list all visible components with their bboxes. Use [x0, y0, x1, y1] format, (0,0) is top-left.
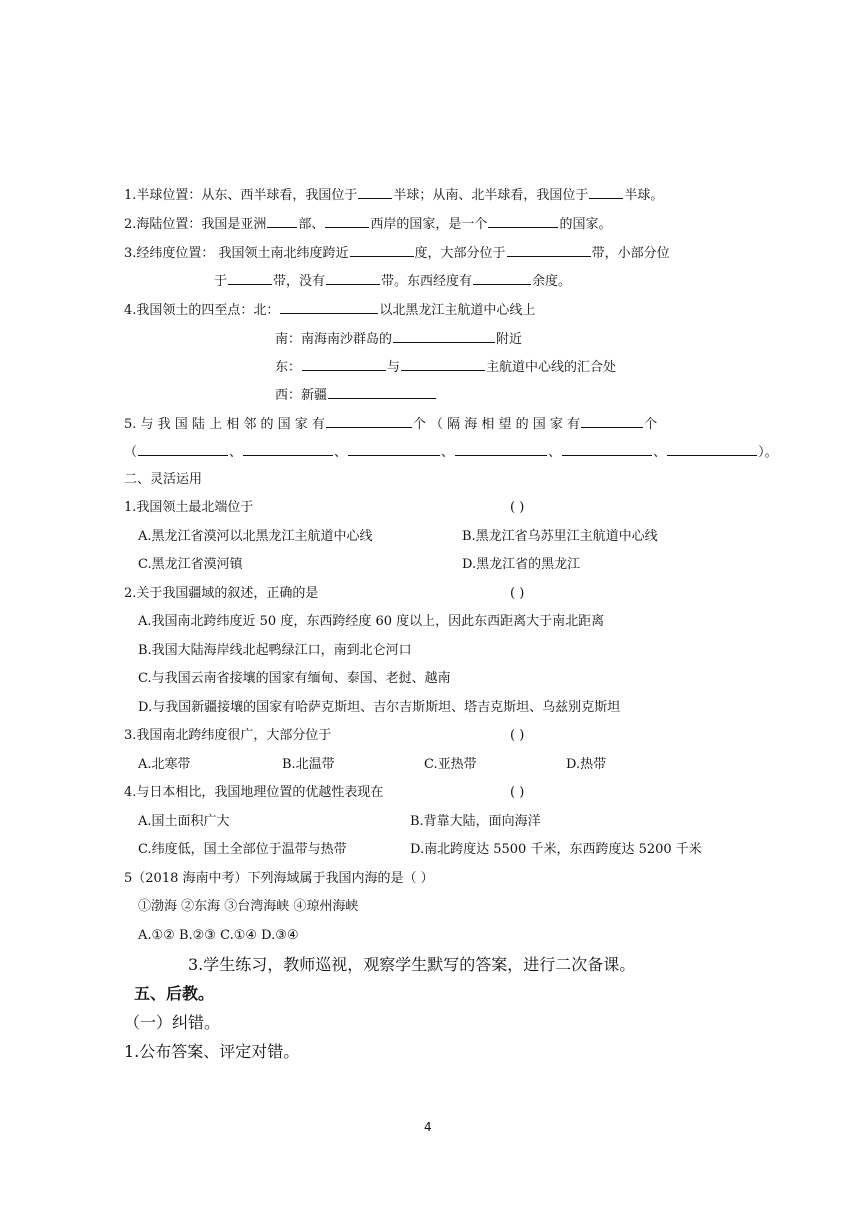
- text: 、: [548, 445, 562, 460]
- blank: [488, 214, 558, 228]
- mc-5-question: 5（2018 海南中考）下列海域属于我国内海的是（ ）: [124, 871, 434, 886]
- blank: [507, 243, 591, 257]
- text: 带，小部分位: [591, 246, 670, 261]
- text: 3.经纬度位置： 我国领土南北纬度跨近: [124, 246, 349, 261]
- text: 西：新疆: [275, 388, 328, 403]
- text: 1.半球位置：从东、西半球看，我国位于: [124, 188, 358, 203]
- blank: [267, 214, 297, 228]
- mc-4-option-d: D.南北跨度达 5500 千米，东西跨度达 5200 千米: [410, 842, 702, 857]
- mc-5-items: ①渤海 ②东海 ③台湾海峡 ④琼州海峡: [138, 899, 359, 914]
- text: 个 （ 隔 海 相 望 的 国 家 有: [412, 417, 581, 432]
- q1-line-5: [124, 414, 657, 434]
- blank: [401, 357, 485, 371]
- text: 度，大部分位于: [414, 246, 506, 261]
- text: 5. 与 我 国 陆 上 相 邻 的 国 家 有: [124, 417, 325, 432]
- answer-paren: ( ): [510, 785, 525, 800]
- mc-1-option-c: C.黑龙江省漠河镇: [138, 557, 243, 572]
- text: 半球；从南、北半球看，我国位于: [393, 188, 589, 203]
- blank: [589, 185, 623, 199]
- blank: [243, 442, 333, 456]
- q1-line-4-west: [275, 385, 437, 405]
- q1-line-4: [124, 300, 535, 320]
- text: 、: [653, 445, 667, 460]
- mc-5-options: A.①② B.②③ C.①④ D.③④: [138, 928, 299, 943]
- q1-line-4-east: [275, 357, 616, 377]
- mc-4-option-c: C.纬度低，国土全部位于温带与热带: [138, 842, 347, 857]
- text: 西岸的国家，是一个: [370, 217, 488, 232]
- text: 东：: [275, 360, 302, 375]
- text: 与: [387, 360, 401, 375]
- text: 主航道中心线的汇合处: [486, 360, 617, 375]
- text: 、: [441, 445, 455, 460]
- subheading-1: （一）纠错。: [124, 1013, 221, 1032]
- blank: [280, 300, 378, 314]
- text: 的国家。: [559, 217, 612, 232]
- mc-4-question: 4.与日本相比，我国地理位置的优越性表现在: [124, 785, 384, 800]
- mc-4-option-a: A.国土面积广大: [138, 814, 230, 829]
- answer-paren: ( ): [510, 586, 525, 601]
- text: 以北黑龙江主航道中心线上: [379, 303, 536, 318]
- blank: [667, 442, 757, 456]
- blank: [455, 442, 547, 456]
- mc-1-option-d: D.黑龙江省的黑龙江: [462, 557, 581, 572]
- q1-line-4-south: [275, 329, 522, 349]
- text: 带。东西经度有: [381, 274, 473, 289]
- blank: [302, 357, 386, 371]
- mc-2-option-b: B.我国大陆海岸线北起鸭绿江口，南到北仑河口: [138, 643, 412, 658]
- mc-1-question: 1.我国领土最北端位于: [124, 500, 254, 515]
- q1-line-2: [124, 214, 611, 234]
- blank: [138, 442, 228, 456]
- text: 2.海陆位置：我国是亚洲: [124, 217, 267, 232]
- blank: [326, 414, 412, 428]
- blank: [326, 271, 380, 285]
- section-2-title: 二、灵活运用: [124, 472, 203, 487]
- text: 附近: [496, 332, 523, 347]
- q1-line-3: [124, 243, 670, 263]
- answer-paren: ( ): [510, 500, 525, 515]
- text: 4.我国领土的四至点：北：: [124, 303, 280, 318]
- blank: [358, 185, 392, 199]
- text: 、: [334, 445, 348, 460]
- text: 带，没有: [273, 274, 326, 289]
- blank: [348, 442, 440, 456]
- q1-line-3b: [214, 271, 571, 291]
- mc-1-option-b: B.黑龙江省乌苏里江主航道中心线: [462, 529, 658, 544]
- answer-paren: ( ): [510, 728, 525, 743]
- paragraph-1: 1.公布答案、评定对错。: [124, 1042, 300, 1061]
- text: 部、: [298, 217, 325, 232]
- mc-1-option-a: A.黑龙江省漠河以北黑龙江主航道中心线: [138, 529, 373, 544]
- blank: [228, 271, 272, 285]
- paragraph-3: 3.学生练习，教师巡视，观察学生默写的答案，进行二次备课。: [188, 955, 636, 974]
- blank: [473, 271, 531, 285]
- text: 余度。: [532, 274, 572, 289]
- mc-3-option-b: B.北温带: [282, 757, 335, 772]
- blank: [562, 442, 652, 456]
- mc-3-option-a: A.北寒带: [138, 757, 191, 772]
- mc-2-option-a: A.我国南北跨纬度近 50 度，东西跨经度 60 度以上，因此东西距离大于南北距离: [138, 614, 605, 629]
- text: 于: [214, 274, 228, 289]
- blank: [393, 329, 495, 343]
- heading-5: 五、后教。: [134, 984, 215, 1003]
- blank: [581, 414, 643, 428]
- blank: [350, 243, 414, 257]
- blank: [328, 385, 436, 399]
- text: ）。: [758, 445, 778, 460]
- mc-2-option-c: C.与我国云南省接壤的国家有缅甸、泰国、老挝、越南: [138, 671, 451, 686]
- text: 个: [644, 417, 658, 432]
- mc-2-question: 2.关于我国疆域的叙述，正确的是: [124, 586, 319, 601]
- mc-3-question: 3.我国南北跨纬度很广，大部分位于: [124, 728, 332, 743]
- q1-line-1: [124, 185, 663, 205]
- mc-3-option-d: D.热带: [566, 757, 607, 772]
- text: 、: [229, 445, 243, 460]
- page-number: 4: [424, 1120, 432, 1134]
- blank: [325, 214, 369, 228]
- mc-3-option-c: C.亚热带: [424, 757, 477, 772]
- q1-line-5b: [124, 442, 778, 462]
- text: 南：南海南沙群岛的: [275, 332, 393, 347]
- text: 半球。: [624, 188, 664, 203]
- mc-2-option-d: D.与我国新疆接壤的国家有哈萨克斯坦、吉尔吉斯斯坦、塔吉克斯坦、乌兹别克斯坦: [138, 700, 621, 715]
- text: （: [124, 445, 138, 460]
- mc-4-option-b: B.背靠大陆，面向海洋: [410, 814, 541, 829]
